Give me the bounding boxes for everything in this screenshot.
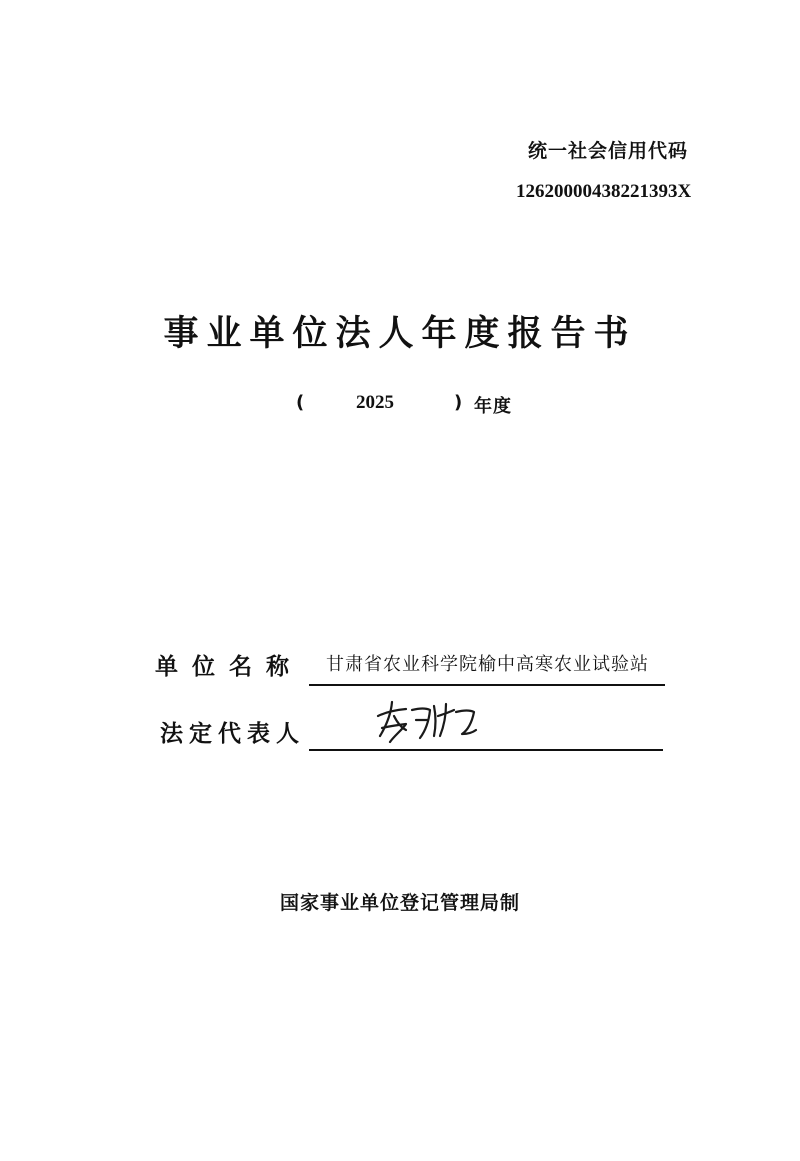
report-year: 2025 [356, 392, 394, 413]
legal-rep-label: 法定代表人 [160, 721, 305, 747]
year-close-paren: ) [454, 392, 463, 413]
document-title: 事业单位法人年度报告书 [163, 314, 637, 354]
unit-name-underline [309, 684, 665, 686]
legal-rep-underline [309, 749, 663, 751]
report-year-line [296, 392, 556, 422]
credit-code-label: 统一社会信用代码 [528, 140, 689, 162]
unit-name-label: 单位名称 [155, 654, 303, 680]
unit-name-value: 甘肃省农业科学院榆中高寒农业试验站 [326, 654, 649, 675]
legal-rep-signature [372, 696, 482, 746]
credit-code-value: 12620000438221393X [516, 181, 692, 202]
issuing-authority: 国家事业单位登记管理局制 [279, 892, 520, 914]
year-suffix: 年度 [474, 396, 512, 417]
year-open-paren: ( [296, 392, 305, 413]
